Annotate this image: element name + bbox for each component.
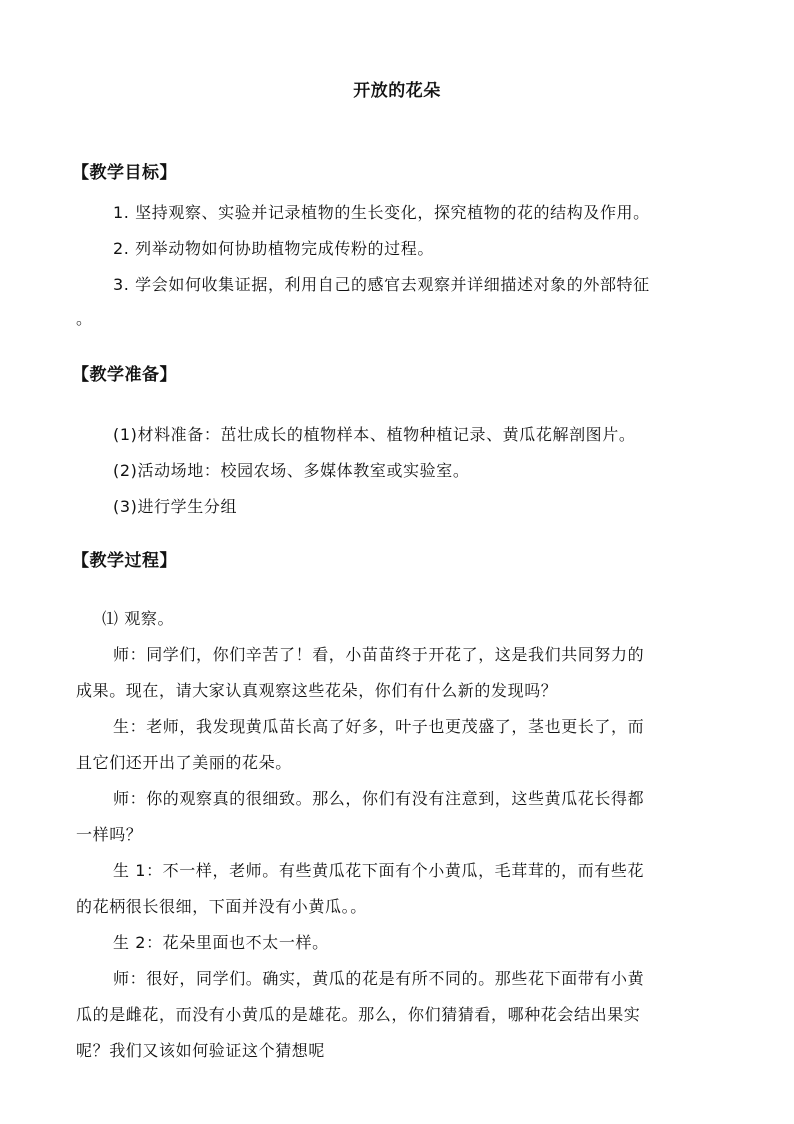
dialogue-line: 且它们还开出了美丽的花朵。	[76, 753, 292, 772]
process-step-observe: ⑴ 观察。	[102, 609, 175, 628]
objective-item-3-continuation: 。	[76, 309, 93, 328]
preparation-item-2: (2)活动场地：校园农场、多媒体教室或实验室。	[113, 461, 470, 480]
dialogue-line: 师：同学们，你们辛苦了！看，小苗苗终于开花了，这是我们共同努力的	[113, 645, 645, 664]
dialogue-line: 师：你的观察真的很细致。那么，你们有没有注意到，这些黄瓜花长得都	[113, 789, 645, 808]
preparation-item-1: (1)材料准备：茁壮成长的植物样本、植物种植记录、黄瓜花解剖图片。	[113, 425, 636, 444]
dialogue-line: 呢？我们又该如何验证这个猜想呢	[76, 1041, 326, 1060]
objective-item-1: 1. 坚持观察、实验并记录植物的生长变化，探究植物的花的结构及作用。	[113, 203, 650, 222]
dialogue-line: 成果。现在，请大家认真观察这些花朵，你们有什么新的发现吗？	[76, 681, 558, 700]
objectives-heading: 【教学目标】	[72, 163, 177, 183]
objective-item-2: 2. 列举动物如何协助植物完成传粉的过程。	[113, 239, 434, 258]
dialogue-line: 生 1：不一样，老师。有些黄瓜花下面有个小黄瓜，毛茸茸的，而有些花	[113, 861, 645, 880]
dialogue-line: 瓜的是雌花，而没有小黄瓜的是雄花。那么，你们猜猜看，哪种花会结出果实	[76, 1005, 641, 1024]
dialogue-line: 师：很好，同学们。确实，黄瓜的花是有所不同的。那些花下面带有小黄	[113, 969, 645, 988]
process-heading: 【教学过程】	[72, 551, 177, 571]
document-title: 开放的花朵	[353, 81, 441, 101]
preparation-item-3: (3)进行学生分组	[113, 497, 238, 516]
objective-item-3: 3. 学会如何收集证据，利用自己的感官去观察并详细描述对象的外部特征	[113, 275, 650, 294]
preparation-heading: 【教学准备】	[72, 365, 177, 385]
dialogue-line: 生 2：花朵里面也不太一样。	[113, 933, 329, 952]
dialogue-line: 一样吗？	[76, 825, 143, 844]
dialogue-line: 生：老师，我发现黄瓜苗长高了好多，叶子也更茂盛了，茎也更长了，而	[113, 717, 645, 736]
dialogue-line: 的花柄很长很细，下面并没有小黄瓜。。	[76, 897, 367, 916]
